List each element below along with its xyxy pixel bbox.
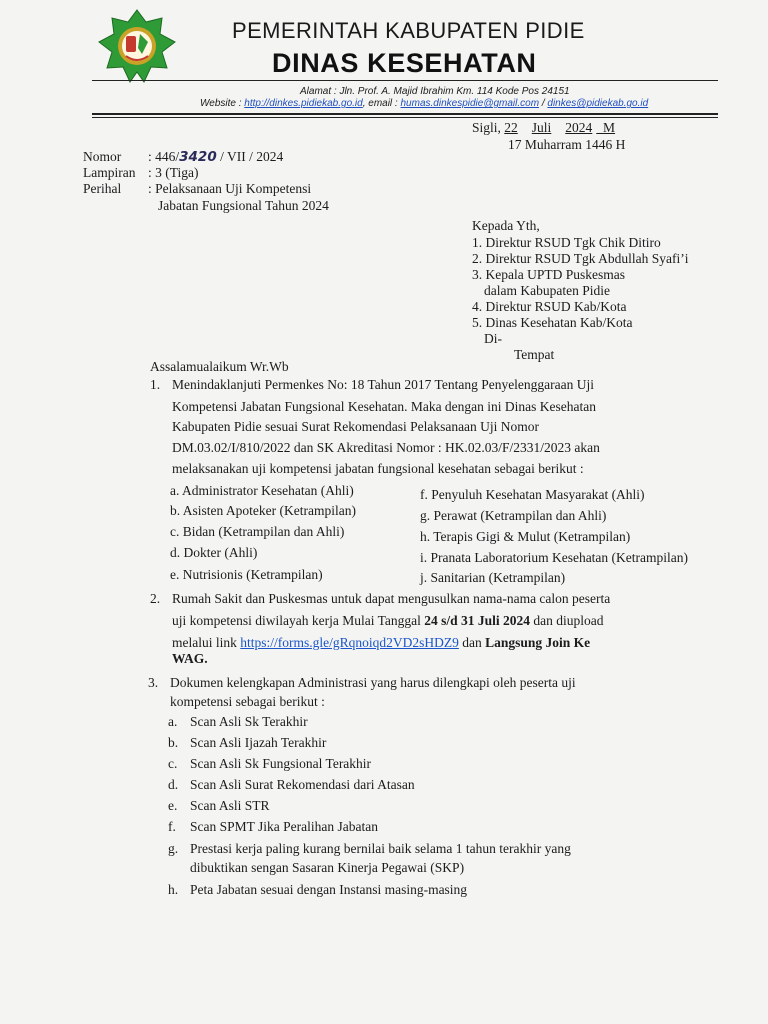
recipient-di: Di- [484,331,502,346]
department-title: DINAS KESEHATAN [272,48,537,78]
para3-line: Dokumen kelengkapan Administrasi yang harus dilengkapi oleh peserta uji [170,675,576,690]
para2-line: uji kompetensi diwilayah kerja Mulai Tanggal 24 s/d 31 Juli 2024 dan diupload [172,613,604,628]
website-line [200,98,648,109]
document-item-letter: g. [168,841,179,856]
hijri-date: 17 Muharram 1446 H [508,137,626,152]
nomor-label: Nomor [83,149,122,164]
google-form-link[interactable]: https://forms.gle/gRqnoiqd2VD2sHDZ9 [240,635,459,650]
recipient-item: 5. Dinas Kesehatan Kab/Kota [472,315,633,330]
perihal-line-2: Jabatan Fungsional Tahun 2024 [158,198,329,213]
function-item: i. Pranata Laboratorium Kesehatan (Ketrampilan) [420,550,689,565]
date-month: Juli [531,120,552,135]
nomor-value: : 446/3420 / VII / 2024 [148,149,284,165]
document-item: Scan SPMT Jika Peralihan Jabatan [190,819,378,834]
para3-number: 3. [148,675,159,690]
header-rule-thin [92,117,718,118]
document-item-letter: c. [168,756,178,771]
function-item: f. Penyuluh Kesehatan Masyarakat (Ahli) [420,487,645,502]
document-item-letter: h. [168,882,179,897]
lampiran-value: : 3 (Tiga) [148,165,199,180]
lampiran-label: Lampiran [83,165,136,180]
recipient-heading: Kepada Yth, [472,218,540,233]
document-item-continued: dibuktikan sengan Sasaran Kinerja Pegawai (SKP) [190,860,465,875]
document-item-letter: f. [168,819,176,834]
document-item: Scan Asli Ijazah Terakhir [190,735,327,750]
para1-line: Menindaklanjuti Permenkes No: 18 Tahun 2017 Tentang Penyelenggaraan Uji [172,377,595,392]
perihal-label: Perihal [83,181,122,196]
document-item: Peta Jabatan sesuai dengan Instansi masing-masing [190,882,468,897]
address-line: Alamat : Jln. Prof. A. Majid Ibrahim Km. 114 Kode Pos 24151 [300,86,570,97]
date-day: 22 [504,120,518,135]
website-label: Website : [200,98,245,109]
function-item: d. Dokter (Ahli) [170,545,258,560]
document-item-letter: b. [168,735,179,750]
deadline-range: 24 s/d 31 Juli 2024 [424,613,531,628]
perihal-line-1: : Pelaksanaan Uji Kompetensi [148,181,312,196]
pidie-emblem-logo [96,8,178,88]
para1-line: melaksanakan uji kompetensi jabatan fungsional kesehatan sebagai berikut : [172,461,584,476]
function-item: c. Bidan (Ketrampilan dan Ahli) [170,524,345,539]
document-item-letter: d. [168,777,179,792]
document-item: Scan Asli STR [190,798,270,813]
para2-number: 2. [150,591,161,606]
function-item: b. Asisten Apoteker (Ketrampilan) [170,503,356,518]
date-year: 2024 [565,120,593,135]
function-item: g. Perawat (Ketrampilan dan Ahli) [420,508,607,523]
recipient-item: 4. Direktur RSUD Kab/Kota [472,299,627,314]
document-item-letter: a. [168,714,178,729]
para2-line-wag: WAG. [172,651,208,666]
date-place: Sigli, [472,120,505,135]
para2-line: melalui link https://forms.gle/gRqnoiqd2VD2sHDZ9 dan Langsung Join Ke [172,635,591,650]
recipient-tempat: Tempat [514,347,555,362]
recipient-item: 1. Direktur RSUD Tgk Chik Ditiro [472,235,661,250]
email-label: , email : [362,98,401,109]
header-rule-top [92,80,718,81]
recipient-item: 3. Kepala UPTD Puskesmas [472,267,625,282]
para1-line: DM.03.02/I/810/2022 dan SK Akreditasi Nomor : HK.02.03/F/2331/2023 akan [172,440,600,455]
function-item: j. Sanitarian (Ketrampilan) [420,570,566,585]
date-era: M [603,120,616,135]
function-item: a. Administrator Kesehatan (Ahli) [170,483,354,498]
document-item: Scan Asli Sk Terakhir [190,714,308,729]
para2-line: Rumah Sakit dan Puskesmas untuk dapat mengusulkan nama-nama calon peserta [172,591,611,606]
website-link[interactable]: http://dinkes.pidiekab.go.id [244,98,363,109]
handwritten-number: 3420 [179,149,217,165]
header-rule-thick [92,113,718,115]
email-separator: / [539,98,548,109]
function-item: e. Nutrisionis (Ketrampilan) [170,567,323,582]
recipient-item: 2. Direktur RSUD Tgk Abdullah Syafi’i [472,251,689,266]
document-item: Scan Asli Surat Rekomendasi dari Atasan [190,777,415,792]
document-item: Scan Asli Sk Fungsional Terakhir [190,756,372,771]
document-item-letter: e. [168,798,178,813]
recipient-item: dalam Kabupaten Pidie [484,283,610,298]
greeting: Assalamualaikum Wr.Wb [150,359,289,374]
email-link-humas[interactable]: humas.dinkespidie@gmail.com [400,98,540,109]
letter-date [472,120,615,136]
function-item: h. Terapis Gigi & Mulut (Ketrampilan) [420,529,631,544]
para1-line: Kabupaten Pidie sesuai Surat Rekomendasi Pelaksanaan Uji Nomor [172,419,540,434]
para1-number: 1. [150,377,161,392]
government-title: PEMERINTAH KABUPATEN PIDIE [232,18,585,43]
para3-line: kompetensi sebagai berikut : [170,694,325,709]
document-item: Prestasi kerja paling kurang bernilai baik selama 1 tahun terakhir yang [190,841,571,856]
para1-line: Kompetensi Jabatan Fungsional Kesehatan. Maka dengan ini Dinas Kesehatan [172,399,597,414]
email-link-dinkes[interactable]: dinkes@pidiekab.go.id [547,98,649,109]
